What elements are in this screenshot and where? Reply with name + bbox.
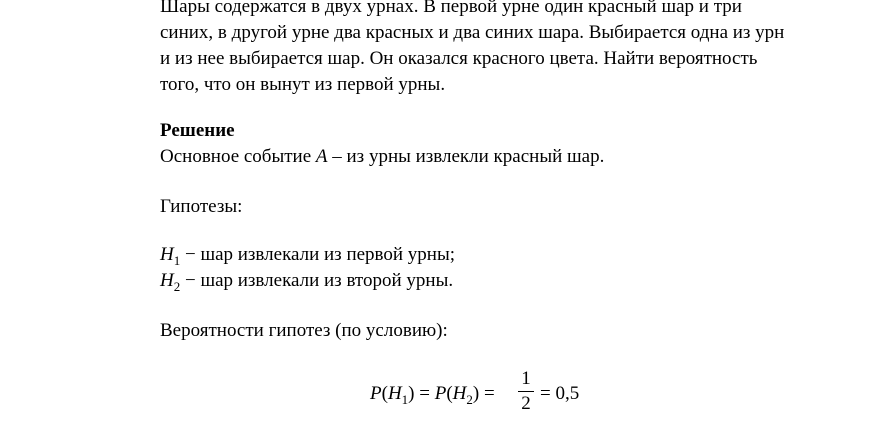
problem-line-2: синих, в другой урне два красных и два синих шара. Выбирается одна из урн	[160, 22, 785, 43]
formula-mid: ) = P(H	[408, 383, 467, 404]
probability-heading: Вероятности гипотез (по условию):	[160, 320, 448, 341]
formula-sub-2: 2	[466, 392, 473, 407]
hypothesis-2-sub: 2	[173, 279, 181, 294]
formula-left	[370, 383, 495, 405]
hypothesis-1	[160, 242, 455, 269]
fraction	[518, 368, 534, 415]
fraction-bar	[518, 391, 534, 392]
event-prefix: Основное событие	[160, 146, 316, 167]
fraction-denominator: 2	[521, 393, 531, 414]
problem-line-1: Шары содержатся в двух урнах. В первой урне один красный шар и три	[160, 0, 742, 17]
hypothesis-2-text: − шар извлекали из второй урны.	[180, 270, 454, 291]
event-variable: A	[315, 146, 328, 167]
formula-close: ) =	[472, 383, 495, 404]
hypotheses-heading: Гипотезы:	[160, 196, 243, 217]
formula-p-h: P(H	[370, 383, 402, 404]
hypothesis-1-var: H	[160, 244, 174, 265]
event-suffix: – из урны извлекли красный шар.	[327, 146, 605, 167]
solution-heading: Решение	[160, 120, 235, 141]
hypothesis-2-var: H	[160, 270, 174, 291]
hypothesis-2	[160, 268, 453, 295]
formula-sub-1: 1	[401, 392, 409, 407]
problem-line-4: того, что он вынут из первой урны.	[160, 74, 446, 95]
problem-line-3: и из нее выбирается шар. Он оказался красного цвета. Найти вероятность	[160, 48, 758, 69]
hypothesis-1-text: − шар извлекали из первой урны;	[180, 244, 456, 265]
fraction-numerator: 1	[521, 368, 531, 389]
main-event-line	[160, 144, 604, 170]
hypothesis-1-sub: 1	[173, 253, 181, 268]
formula-result: = 0,5	[540, 383, 580, 404]
